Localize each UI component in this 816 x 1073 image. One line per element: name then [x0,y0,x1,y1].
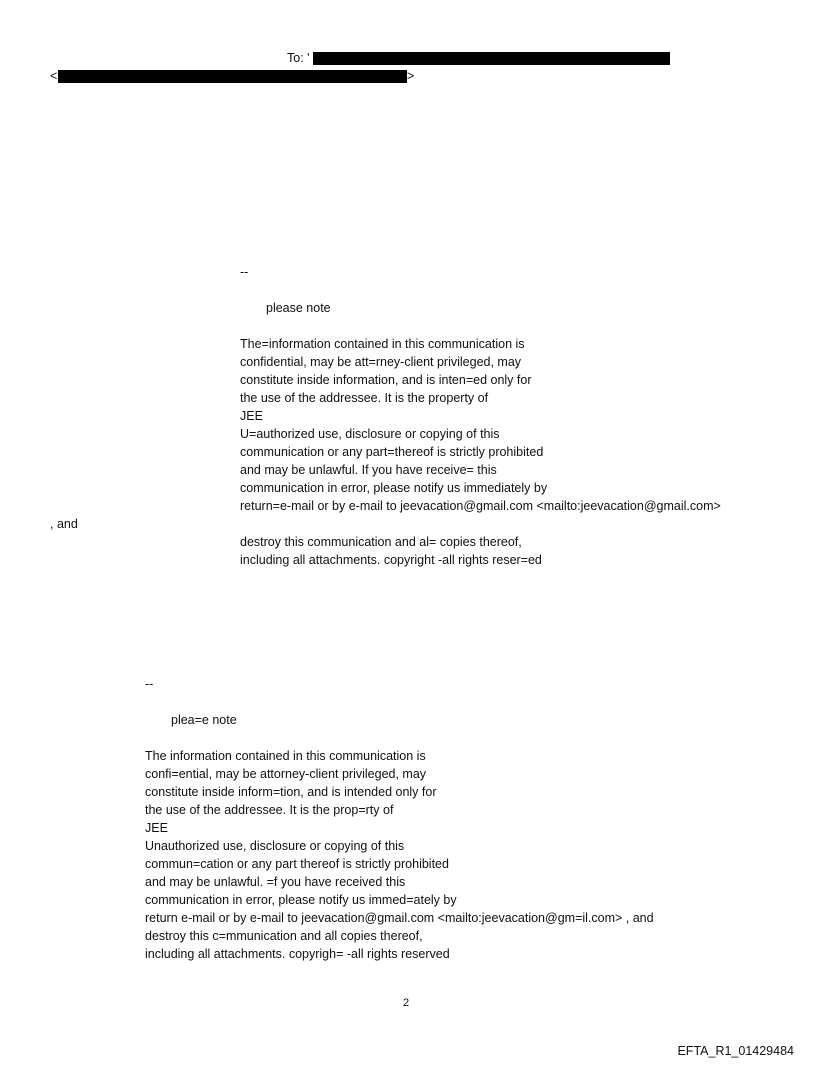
notice-line: the use of the addressee. It is the property of [240,391,489,405]
to-label: To: ' [287,51,310,65]
notice-line: return=e-mail or by e-mail to jeevacation@gmail.com <mailto:jeevacation@gmail.com> [240,499,721,513]
notice-line: The=information contained in this communication is [240,337,525,351]
notice-line: constitute inside inform=tion, and is intended only for [145,785,437,799]
notice-line: confidential, may be att=rney-client privileged, may [240,355,522,369]
notice-line: destroy this communication and al= copies thereof, [240,535,522,549]
separator: -- [240,265,249,279]
notice-line: Unauthorized use, disclosure or copying of this [145,839,405,853]
notice-line: including all attachments. copyrigh= -all rights reserved [145,947,450,961]
page-number: 2 [403,997,410,1009]
notice-line: including all attachments. copyright -all rights reser=ed [240,553,542,567]
notice-line: JEE [145,821,168,835]
bates-id: EFTA_R1_01429484 [677,1044,794,1058]
notice-line: communication in error, please notify us immed=ately by [145,893,457,907]
line2-open-bracket: < [50,69,58,83]
notice-line: confi=ential, may be attorney-client privileged, may [145,767,427,781]
notice-wrap: , and [50,517,78,531]
redaction-bar [58,70,407,83]
notice-line: commun=cation or any part thereof is strictly prohibited [145,857,449,871]
redaction-bar [313,52,670,65]
line2-close-bracket: > [407,69,415,83]
notice-line: communication or any part=thereof is strictly prohibited [240,445,544,459]
notice-line: and may be unlawful. =f you have received this [145,875,406,889]
notice-line: constitute inside information, and is inten=ed only for [240,373,532,387]
notice-heading: plea=e note [171,713,237,727]
notice-heading: please note [266,301,331,315]
notice-line: communication in error, please notify us immediately by [240,481,548,495]
notice-line: destroy this c=mmunication and all copies thereof, [145,929,423,943]
notice-line: return e-mail or by e-mail to jeevacation@gmail.com <mailto:jeevacation@gm=il.com> , and [145,911,654,925]
separator: -- [145,677,154,691]
notice-line: The information contained in this communication is [145,749,426,763]
notice-line: the use of the addressee. It is the prop=rty of [145,803,394,817]
notice-line: JEE [240,409,263,423]
notice-line: and may be unlawful. If you have receive= this [240,463,497,477]
notice-line: U=authorized use, disclosure or copying of this [240,427,500,441]
